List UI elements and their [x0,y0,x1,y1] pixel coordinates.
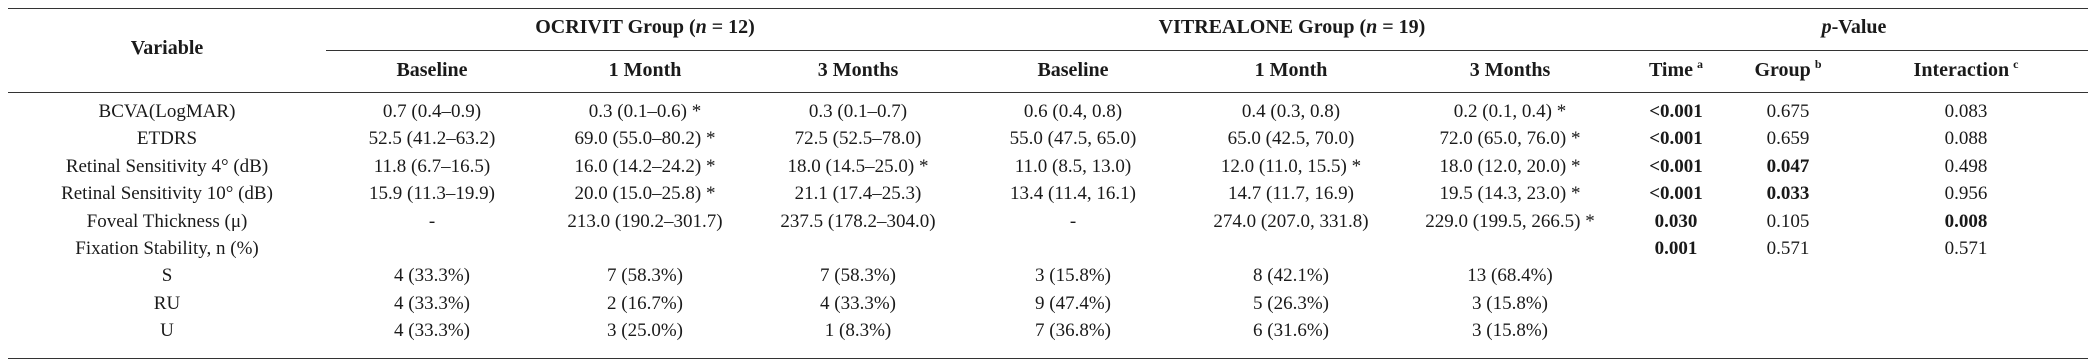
row-time-pvalue: <0.001 [1649,183,1703,205]
row-time-pvalue: 0.001 [1654,238,1698,259]
row-value-cell: 0.7 (0.4–0.9) [382,101,482,122]
subheader-baseline-g1: Baseline [396,59,468,81]
subheader-baseline-g2: Baseline [1037,59,1109,81]
row-value-cell: - [428,210,436,232]
row-value-cell: 4 (33.3%) [394,265,470,287]
row-value-cell: 7 (58.3%) [820,265,896,287]
row-value-cell: 237.5 (178.2–304.0) [780,210,936,232]
row-value-cell: 229.0 (199.5, 266.5) * [1425,210,1595,232]
row-value-cell: 3 (15.8%) [1472,292,1548,314]
row-time-pvalue: <0.001 [1649,101,1703,122]
subheader-1month-g1: 1 Month [608,59,682,81]
row-variable-label: U [160,320,174,342]
row-value-cell: 2 (16.7%) [607,292,683,314]
row-value-cell: 13.4 (11.4, 16.1) [1010,183,1136,205]
row-value-cell: 21.1 (17.4–25.3) [794,183,922,205]
subheader-1month-g2: 1 Month [1254,59,1328,81]
row-value-cell: 0.2 (0.1, 0.4) * [1453,101,1567,122]
row-value-cell: 4 (33.3%) [394,292,470,314]
row-value-cell: 72.5 (52.5–78.0) [794,128,922,150]
row-value-cell: 7 (36.8%) [1035,320,1111,342]
row-value-cell: 13 (68.4%) [1467,265,1553,287]
subheader-interaction [1844,58,2088,82]
row-time-pvalue: 0.030 [1654,210,1698,232]
row-value-cell: 7 (58.3%) [607,265,683,287]
row-value-cell: 16.0 (14.2–24.2) * [574,155,716,177]
time-superscript: a [1697,57,1704,71]
subheader-3months-g1: 3 Months [817,59,899,81]
header-bottom-rule [8,92,2088,93]
row-value-cell: 3 (25.0%) [607,320,683,342]
row-variable-label: RU [153,292,181,314]
row-value-cell: 65.0 (42.5, 70.0) [1227,128,1355,150]
row-variable-label: S [161,265,173,287]
group-superscript: b [1814,57,1822,71]
row-value-cell: 8 (42.1%) [1253,265,1329,287]
row-value-cell: 20.0 (15.0–25.8) * [574,183,716,205]
row-interaction-pvalue: 0.956 [1944,183,1988,205]
subheader-time [1620,58,1732,82]
row-value-cell: 6 (31.6%) [1253,320,1329,342]
row-value-cell: 9 (47.4%) [1035,292,1111,314]
row-value-cell: 213.0 (190.2–301.7) [567,210,723,232]
row-value-cell: 5 (26.3%) [1253,292,1329,314]
row-variable-label: Foveal Thickness (μ) [86,210,248,232]
bottom-rule [8,358,2088,359]
row-value-cell: 52.5 (41.2–63.2) [368,128,496,150]
group2-label: VITREALONE Group (n = 19) [1158,16,1426,38]
row-time-pvalue: <0.001 [1649,128,1703,150]
group2-header [964,15,1620,39]
row-variable-label: ETDRS [136,128,198,150]
subheader-3months-g2: 3 Months [1469,59,1551,81]
group-underline-rule [326,50,2088,51]
row-value-cell: 4 (33.3%) [820,292,896,314]
row-value-cell: 3 (15.8%) [1035,265,1111,287]
row-interaction-pvalue: 0.571 [1944,238,1988,259]
group1-header [326,15,964,39]
row-group-pvalue: 0.659 [1766,128,1810,150]
row-value-cell: 14.7 (11.7, 16.9) [1228,183,1354,205]
row-value-cell: 0.4 (0.3, 0.8) [1241,101,1341,122]
row-time-pvalue: <0.001 [1649,155,1703,177]
row-value-cell: 69.0 (55.0–80.2) * [574,128,716,150]
row-group-pvalue: 0.105 [1766,210,1810,232]
subheader-group [1732,58,1844,82]
row-group-pvalue: 0.047 [1766,155,1810,177]
time-label: Time [1648,59,1694,81]
row-value-cell: 11.0 (8.5, 13.0) [1014,155,1132,177]
row-group-pvalue: 0.033 [1766,183,1810,205]
row-interaction-pvalue: 0.088 [1944,128,1988,150]
row-value-cell: 19.5 (14.3, 23.0) * [1439,183,1581,205]
row-interaction-pvalue: 0.008 [1944,210,1988,232]
row-group-pvalue: 0.675 [1766,101,1810,122]
row-value-cell: 0.6 (0.4, 0.8) [1023,101,1123,122]
row-value-cell: 55.0 (47.5, 65.0) [1009,128,1137,150]
group1-label: OCRIVIT Group (n = 12) [535,16,755,38]
row-interaction-pvalue: 0.498 [1944,155,1988,177]
row-variable-label: Retinal Sensitivity 4° (dB) [65,155,269,177]
row-value-cell: 11.8 (6.7–16.5) [373,155,491,177]
row-value-cell: 15.9 (11.3–19.9) [369,183,495,205]
pvalue-label: p-Value [1821,16,1887,38]
row-value-cell: 0.3 (0.1–0.6) * [588,101,702,122]
row-value-cell: 4 (33.3%) [394,320,470,342]
row-value-cell: 3 (15.8%) [1472,320,1548,342]
row-value-cell: 0.3 (0.1–0.7) [808,101,908,122]
row-value-cell: 1 (8.3%) [824,320,892,342]
row-variable-label: Retinal Sensitivity 10° (dB) [61,183,273,205]
pvalue-header [1620,15,2088,39]
row-variable-label: Fixation Stability, n (%) [75,238,259,259]
top-rule [8,8,2088,9]
row-interaction-pvalue: 0.083 [1944,101,1988,122]
interaction-label: Interaction [1913,59,2010,81]
row-value-cell: 18.0 (12.0, 20.0) * [1439,155,1581,177]
interaction-superscript: c [2013,57,2019,71]
row-group-pvalue: 0.571 [1766,238,1810,259]
row-value-cell: 274.0 (207.0, 331.8) [1213,210,1369,232]
row-variable-label: BCVA(LogMAR) [98,101,236,122]
group-label: Group [1754,59,1811,81]
row-value-cell: 12.0 (11.0, 15.5) * [1220,155,1362,177]
variable-header: Variable [130,37,204,59]
row-value-cell: - [1069,210,1077,232]
row-value-cell: 72.0 (65.0, 76.0) * [1439,128,1581,150]
row-value-cell: 18.0 (14.5–25.0) * [787,155,929,177]
